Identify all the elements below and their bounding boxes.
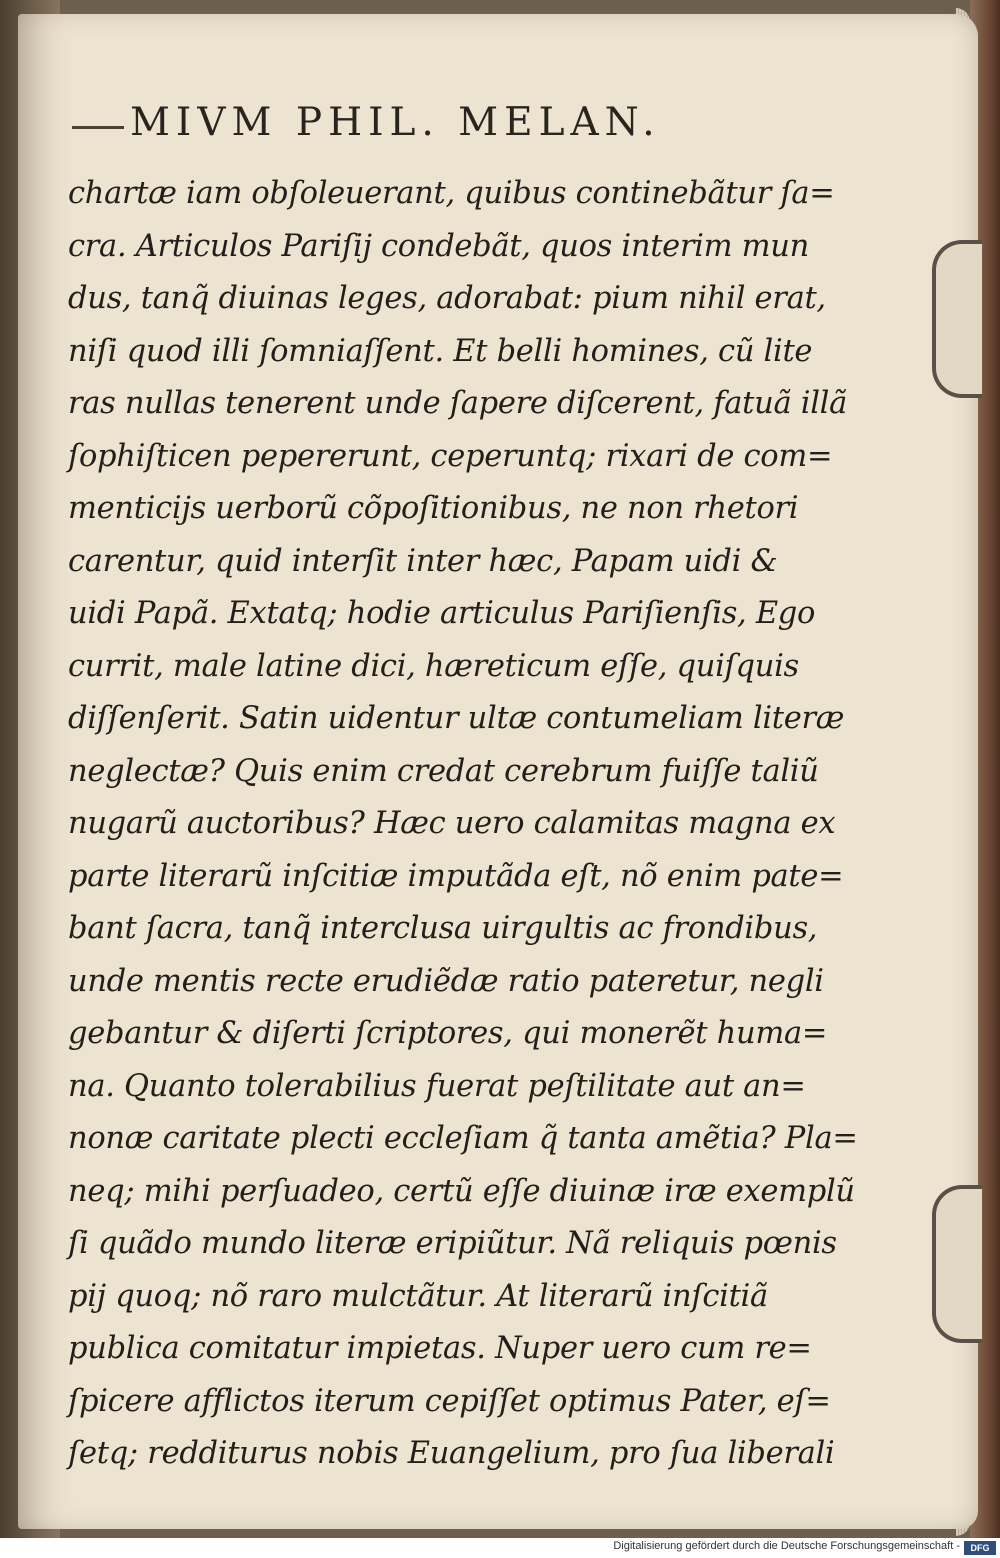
- text-line: cra. Articulos Pariſij condebãt, quos interim mun: [68, 228, 809, 264]
- text-line: neglectæ? Quis enim credat cerebrum fuiſſe taliũ: [68, 753, 819, 789]
- text-line: uidi Papã. Extatq; hodie articulus Pariſienſis, Ego: [68, 596, 816, 631]
- text-line: ſetq; redditurus nobis Euangelium, pro ſua liberali: [68, 1436, 835, 1471]
- running-head-rule: [72, 126, 124, 129]
- text-line: parte literarũ inſcitiæ imputãda eſt, nõ enim pate=: [68, 858, 844, 894]
- text-line: ras nullas tenerent unde ſapere diſcerent, fatuã illã: [68, 386, 848, 421]
- text-line: menticijs uerborũ cõpoſitionibus, ne non rhetori: [68, 491, 799, 526]
- text-line: publica comitatur impietas. Nuper uero cum re=: [68, 1331, 812, 1366]
- text-line: diſſenſerit. Satin uidentur ultæ contumeliam literæ: [68, 701, 845, 736]
- footer-bar: [0, 1538, 1000, 1558]
- text-line: niſi quod illi ſomniaſſent. Et belli homines, cũ lite: [68, 333, 813, 369]
- text-line: ſophiſticen pepererunt, ceperuntq; rixari de com=: [68, 438, 833, 474]
- text-line: dus, tanq̃ diuinas leges, adorabat: pium nihil erat,: [68, 281, 826, 316]
- text-line: gebantur & diſerti ſcriptores, qui monerẽt huma=: [68, 1016, 828, 1051]
- text-line: nonæ caritate plecti eccleſiam q̃ tanta amẽtia? Pla=: [68, 1121, 858, 1156]
- text-line: neq; mihi perſuadeo, certũ eſſe diuinæ iræ exemplũ: [68, 1173, 855, 1209]
- text-line: bant ſacra, tanq̃ interclusa uirgultis ac frondibus,: [68, 911, 818, 946]
- text-line: pij quoq; nõ raro mulctãtur. At literarũ inſcitiã: [68, 1278, 768, 1314]
- text-line: ſpicere afflictos iterum cepiſſet optimus Pater, eſ=: [68, 1383, 831, 1419]
- text-line: currit, male latine dici, hæreticum eſſe, quiſquis: [68, 648, 799, 684]
- body-text: [68, 168, 948, 1481]
- funding-credit: Digitalisierung gefördert durch die Deutsche Forschungsgemeinschaft -: [613, 1540, 960, 1552]
- text-line: na. Quanto tolerabilius fuerat peſtilitate aut an=: [68, 1068, 806, 1104]
- text-line: carentur, quid interſit inter hæc, Papam uidi &: [68, 543, 778, 579]
- running-head: MIVM PHIL. MELAN.: [130, 100, 661, 145]
- text-line: nugarũ auctoribus? Hæc uero calamitas magna ex: [68, 806, 836, 841]
- dfg-logo: DFG: [964, 1541, 996, 1555]
- text-line: unde mentis recte erudiẽdæ ratio pateretur, negli: [68, 963, 824, 999]
- text-line: chartæ iam obſoleuerant, quibus continebãtur ſa=: [68, 176, 835, 211]
- text-line: ſi quãdo mundo literæ eripiũtur. Nã reliquis pœnis: [68, 1226, 837, 1261]
